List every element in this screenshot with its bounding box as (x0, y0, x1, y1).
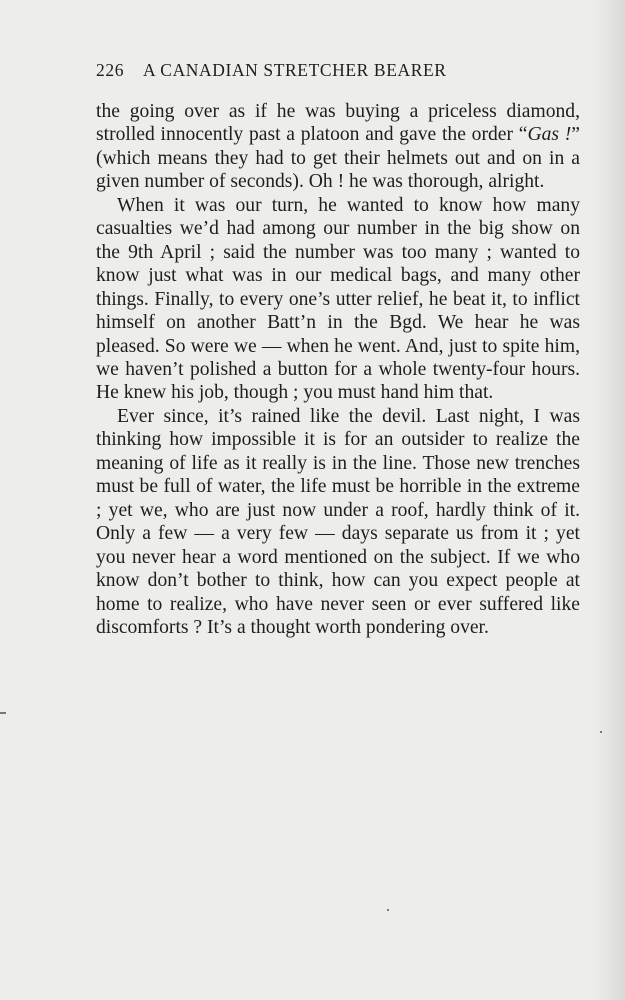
italic-quote: Gas ! (527, 124, 572, 146)
paragraph-text: the going over as if he was buying a priceless diamond, strolled innocently past a platoon and gave the order “ (96, 101, 580, 146)
running-head (96, 60, 580, 81)
page-edge-shadow (591, 0, 625, 1000)
paragraph: Ever since, it’s rained like the devil. Last night, I was thinking how impossible it is for an outsider to realize the meaning of life as it really is in the line. Those new trenches must be full of water, the life must be horrible in the extreme ; yet we, who are just now under a roof, hardly think of it. Only a few — a very few — days separate us from it ; yet you never hear a word mentioned on the subject. If we who know don’t bother to think, how can you expect people at home to realize, who have never seen or ever suffered like discomforts ? It’s a thought worth pondering over. (96, 405, 580, 638)
paper-speck (387, 909, 389, 911)
page-number: 226 (96, 60, 125, 80)
paragraph-continued (96, 100, 580, 194)
margin-mark (0, 712, 6, 714)
paragraph: When it was our turn, he wanted to know how many casualties we’d had among our number in the big show on the 9th April ; said the number was too many ; wanted to know just what was in our medical bags, and many other things. Finally, to every one’s utter relief, he beat it, to inflict himself on another Batt’n in the Bgd. We hear he was pleased. So were we — when he went. And, just to spite him, we haven’t polished a button for a whole twenty-four hours. He knew his job, though ; you must hand him that. (96, 194, 580, 404)
paragraph-text: ” (which means they had to get their helmets out and on in a given number of seconds). Oh ! he was thorough, alright. (96, 124, 580, 193)
paper-speck (600, 731, 602, 733)
body-text (96, 100, 580, 639)
book-title: A CANADIAN STRETCHER BEARER (143, 60, 447, 80)
